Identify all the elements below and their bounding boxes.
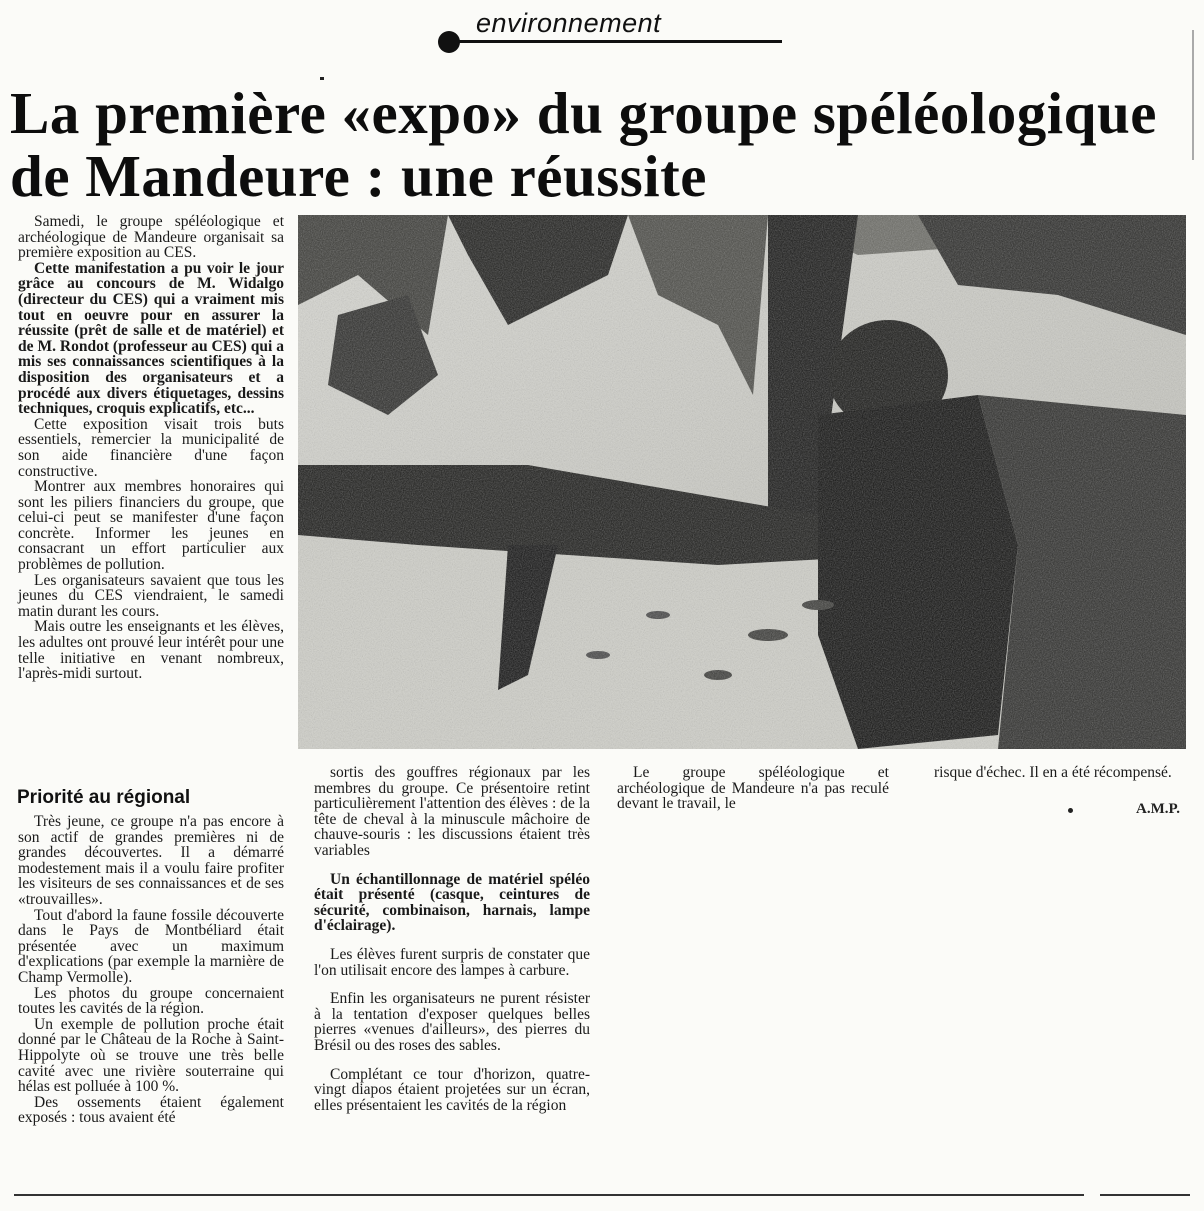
paragraph: Des ossements étaient également exposés : tous avaient été	[18, 1093, 284, 1127]
paragraph: Cette manifestation a pu voir le jour grâce au concours de M. Widalgo (directeur du CES) qui a vraiment mis tout en oeuvre pour en assurer la réussite (prêt de salle et de matériel) et de M. Rondot (professeur au CES) qui a mis ses connaissances scientifiques à la disposition des organisateurs et a procédé aux divers étiquetages, dessins techniques, croquis explicatifs, etc...	[18, 259, 284, 418]
footer-rule-right	[1100, 1194, 1190, 1196]
paragraph: Tout d'abord la faune fossile découverte dans le Pays de Montbéliard était présentée avec un maximum d'explications (par exemple la marnière de Champ Vermolle).	[18, 906, 284, 986]
signature-dot	[1068, 808, 1073, 813]
paragraph: Montrer aux membres honoraires qui sont les piliers financiers du groupe, que celui-ci peut se manifester d'une façon concrète. Informer les jeunes en consacrant un effort particulier aux problèmes de pollution.	[18, 478, 284, 574]
headline	[10, 82, 1195, 208]
paragraph: Les photos du groupe concernaient toutes les cavités de la région.	[18, 984, 284, 1018]
paragraph: Samedi, le groupe spéléologique et archéologique de Mandeure organisait sa première exposition au CES.	[18, 213, 284, 262]
paragraph: Mais outre les enseignants et les élèves, les adultes ont prouvé leur intérêt pour une telle initiative en venant nombreux, l'après-midi surtout.	[18, 618, 284, 683]
paragraph: Les organisateurs savaient que tous les jeunes du CES viendraient, le samedi matin durant les cours.	[18, 571, 284, 620]
exhibition-photo	[298, 215, 1186, 749]
paragraph: sortis des gouffres régionaux par les membres du groupe. Ce présentoire retint particulièrement l'attention des élèves : de la tête de cheval à la minuscule mâchoire de chauve-souris : les discussions étaient très variables	[314, 764, 590, 859]
rubric-rule	[456, 40, 782, 43]
article-column-1-continued	[18, 814, 284, 1126]
headline-line-2: de Mandeure : une réussite	[10, 143, 707, 209]
article-column-1	[18, 214, 284, 682]
article-column-4	[918, 765, 1194, 781]
paragraph: Un exemple de pollution proche était donné par le Château de la Roche à Saint-Hippolyte où se trouve une très belle cavité avec une rivière souterraine qui hélas est polluée à 100 %.	[18, 1015, 284, 1096]
paragraph: Un échantillonnage de matériel spéléo était présenté (casque, ceintures de sécurité, combinaison, harnais, lampe d'éclairage).	[314, 870, 590, 935]
article-column-2	[314, 765, 590, 1113]
paragraph: risque d'échec. Il en a été récompensé.	[934, 764, 1172, 781]
paragraph: Le groupe spéléologique et archéologique de Mandeure n'a pas reculé devant le travail, le	[617, 764, 889, 813]
paragraph: Cette exposition visait trois buts essentiels, remercier la municipalité de son aide financière d'une façon constructive.	[18, 415, 284, 480]
article-column-3	[617, 765, 889, 812]
paragraph: Très jeune, ce groupe n'a pas encore à son actif de grandes premières ni de grandes découvertes. Il a démarré modestement mais il a voulu faire profiter les visiteurs de ses connaissances et de ses «trouvailles».	[18, 813, 284, 908]
subheading: Priorité au régional	[17, 787, 191, 808]
footer-rule	[14, 1194, 1084, 1196]
paragraph: Les élèves furent surpris de constater que l'on utilisait encore des lampes à carbure.	[314, 945, 590, 979]
headline-line-1: La première «expo» du groupe spéléologique	[10, 80, 1157, 146]
rubric-label: environnement	[476, 8, 662, 38]
photo-image	[298, 215, 1186, 749]
paragraph: Complétant ce tour d'horizon, quatre-vingt diapos étaient projetées sur un écran, elles présentaient les cavités de la région	[314, 1065, 590, 1114]
section-rubric	[432, 6, 782, 46]
author-signature: A.M.P.	[1136, 801, 1181, 817]
paragraph: Enfin les organisateurs ne purent résister à la tentation d'exposer quelques belles pierres «venues d'ailleurs», des pierres du Brésil ou des roses des sables.	[314, 990, 590, 1054]
